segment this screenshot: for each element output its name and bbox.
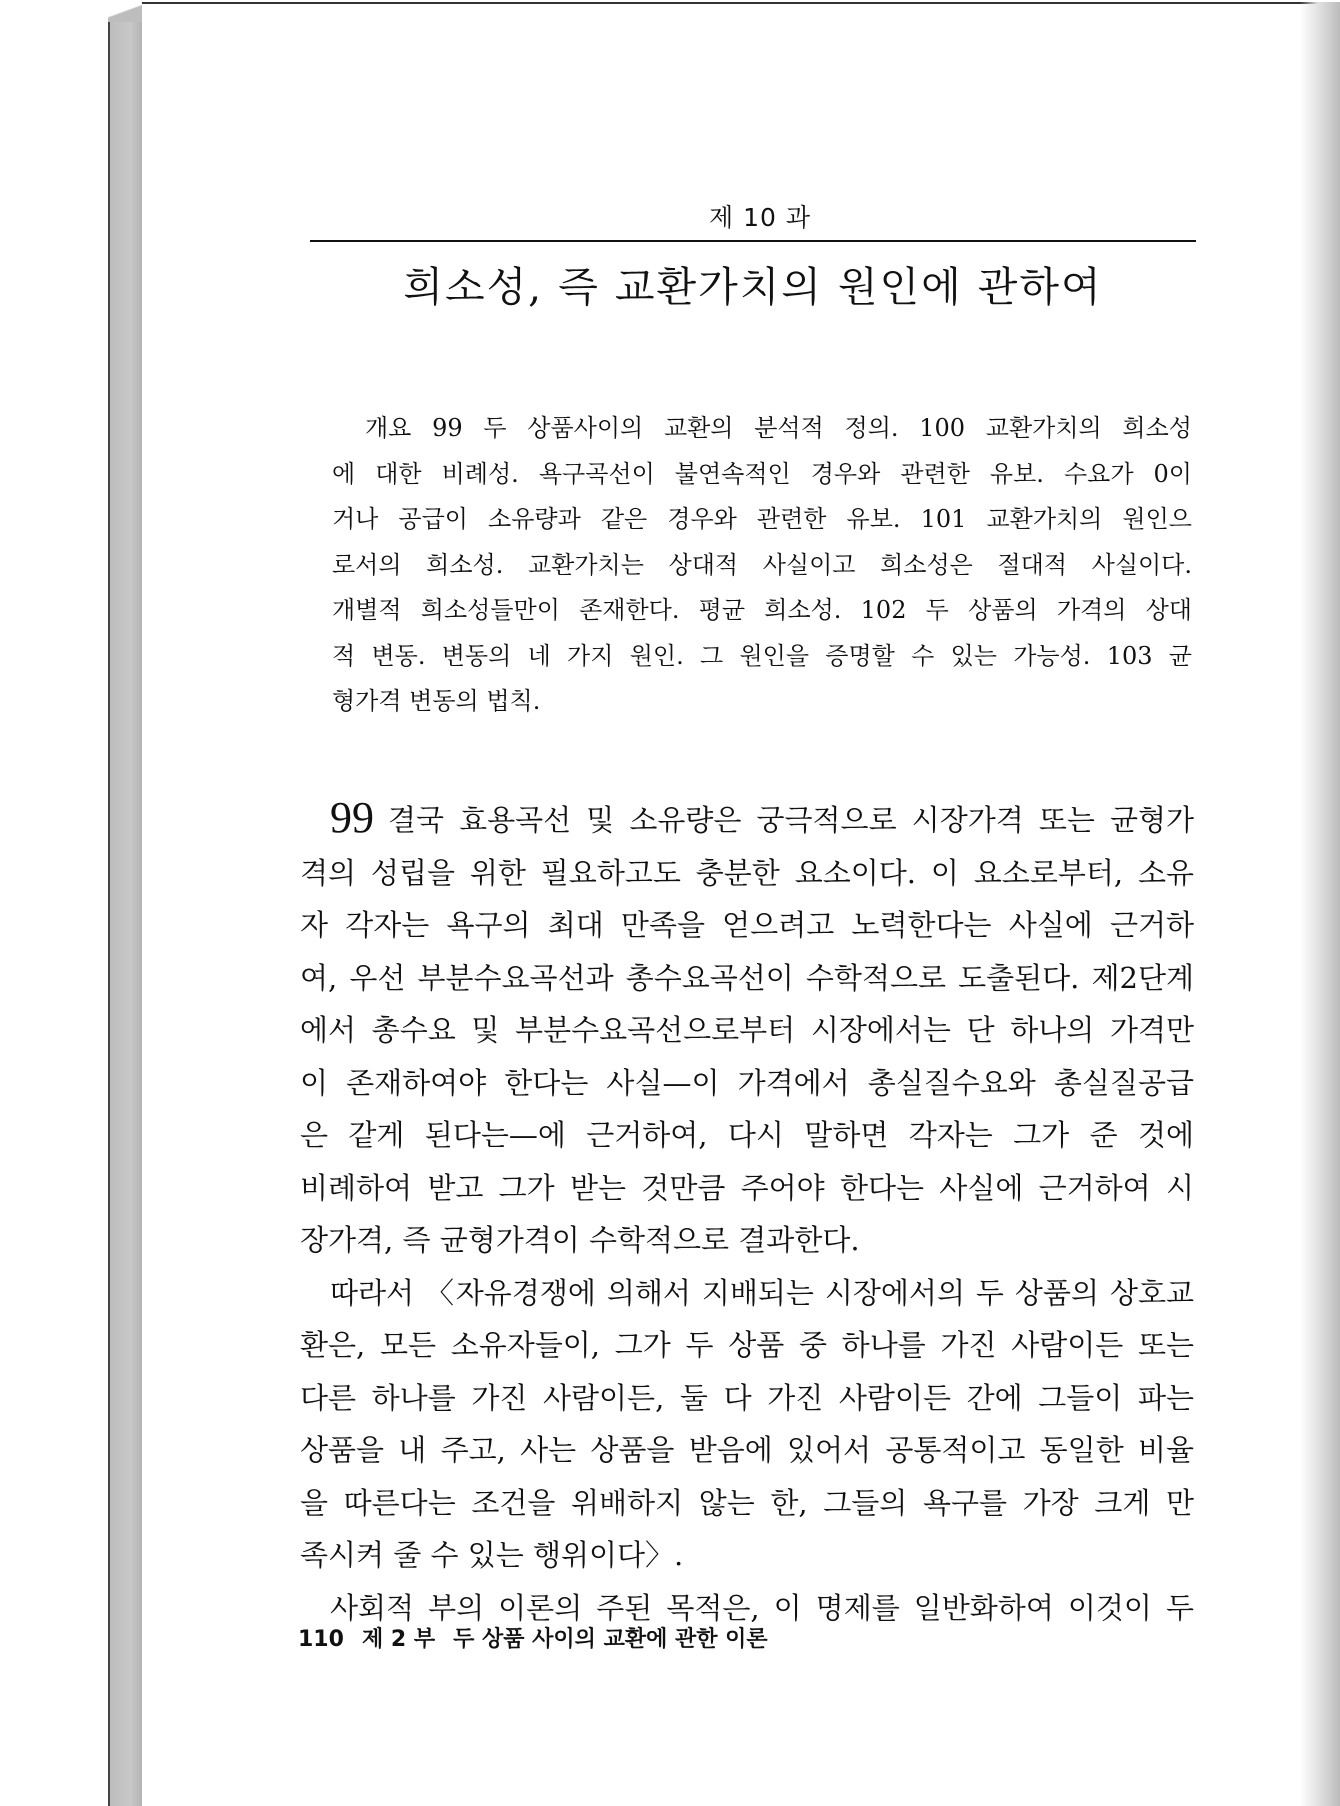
body-line: 환은, 모든 소유자들이, 그가 두 상품 중 하나를 가진 사람이든 또는 (300, 1328, 1194, 1362)
page-number: 110 (298, 1627, 344, 1652)
part-label: 제 2 부 (361, 1627, 436, 1652)
body-line: 족시켜 줄 수 있는 행위이다〉. (300, 1538, 684, 1572)
page-edge-shadow (1300, 2, 1340, 1806)
summary-line: 로서의 희소성. 교환가치는 상대적 사실이고 희소성은 절대적 사실이다. (332, 550, 1192, 579)
body-line: 격의 성립을 위한 필요하고도 충분한 요소이다. 이 요소로부터, 소유 (300, 855, 1194, 890)
chapter-title: 희소성, 즉 교환가치의 원인에 관하여 (403, 263, 1103, 311)
body-line: 자 각자는 욕구의 최대 만족을 얻으려고 노력한다는 사실에 근거하 (300, 908, 1194, 942)
body-line: 여, 우선 부분수요곡선과 총수요곡선이 수학적으로 도출된다. 제2단계 (300, 960, 1194, 995)
page-footer (298, 1622, 786, 1653)
spine-corner (108, 2, 142, 22)
body-line: 상품을 내 주고, 사는 상품을 받음에 있어서 공통적이고 동일한 비율 (300, 1433, 1194, 1467)
body-line-text: 결국 효용곡선 및 소유량은 궁극적으로 시장가격 또는 균형가 (388, 803, 1194, 837)
book-spine (108, 2, 144, 1806)
body-line (300, 792, 1194, 847)
body-line: 은 같게 된다는—에 근거하여, 다시 말하면 각자는 그가 준 것에 (300, 1118, 1194, 1152)
body-line: 이 존재하여야 한다는 사실—이 가격에서 총실질수요와 총실질공급 (300, 1065, 1194, 1100)
body-line: 에서 총수요 및 부분수요곡선으로부터 시장에서는 단 하나의 가격만 (300, 1013, 1194, 1047)
summary-line: 적 변동. 변동의 네 가지 원인. 그 원인을 증명할 수 있는 가능성. 103 균 (332, 641, 1192, 670)
body-line: 장가격, 즉 균형가격이 수학적으로 결과한다. (300, 1223, 860, 1257)
chapter-summary (332, 406, 1192, 725)
title-divider (310, 240, 1196, 242)
section-number: 99 (330, 793, 374, 842)
body-line: 다른 하나를 가진 사람이든, 둘 다 가진 사람이든 간에 그들이 파는 (300, 1380, 1194, 1415)
summary-line: 거나 공급이 소유량과 같은 경우와 관련한 유보. 101 교환가치의 원인으 (332, 505, 1192, 533)
body-line: 사회적 부의 이론의 주된 목적은, 이 명제를 일반화하여 이것이 두 (330, 1590, 1194, 1625)
body-line: 비례하여 받고 그가 받는 것만큼 주어야 한다는 사실에 근거하여 시 (300, 1170, 1194, 1205)
summary-line: 개별적 희소성들만이 존재한다. 평균 희소성. 102 두 상품의 가격의 상대 (332, 596, 1192, 624)
part-title: 두 상품 사이의 교환에 관한 이론 (453, 1627, 768, 1652)
summary-line: 개요 99 두 상품사이의 교환의 분석적 정의. 100 교환가치의 희소성 (365, 414, 1192, 442)
lesson-label: 제 10 과 (708, 203, 811, 232)
body-text (300, 792, 1194, 1634)
summary-line: 에 대한 비례성. 욕구곡선이 불연속적인 경우와 관련한 유보. 수요가 0이 (332, 459, 1192, 488)
summary-line: 형가격 변동의 법칙. (332, 687, 541, 715)
body-line: 을 따른다는 조건을 위배하지 않는 한, 그들의 욕구를 가장 크게 만 (300, 1485, 1194, 1520)
body-line: 따라서 〈자유경쟁에 의해서 지배되는 시장에서의 두 상품의 상호교 (330, 1275, 1194, 1310)
